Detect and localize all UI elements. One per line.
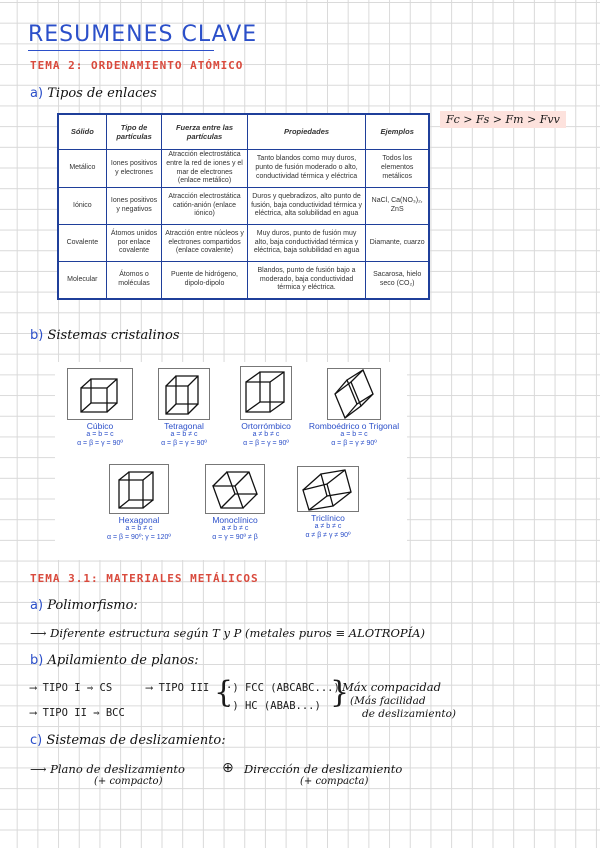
header-cell: Fuerza entre las partículas	[162, 114, 247, 150]
table-cell: Diamante, cuarzo	[366, 225, 429, 262]
t3c-text: Sistemas de deslizamiento:	[46, 733, 226, 748]
crystal-axes: a ≠ b ≠ c	[221, 525, 249, 532]
fcc-line: ·) FCC (ABCABC...)	[226, 682, 340, 694]
section-b-letter: b)	[30, 328, 44, 343]
hc-line: ·) HC (ABAB...)	[226, 700, 321, 712]
section-b-heading	[30, 328, 180, 343]
table-cell: Todos los elementos metálicos	[366, 150, 429, 188]
t3b-heading	[30, 653, 199, 668]
table-cell: Muy duros, punto de fusión muy alto, baja conductividad térmica y eléctrica, baja solubilidad en agua	[247, 225, 366, 262]
crystal-axes: a ≠ b ≠ c	[252, 431, 280, 438]
t3a-text: Polimorfismo:	[47, 598, 138, 613]
crystal-axes: a = b = c	[340, 431, 368, 438]
t3c-letter: c)	[30, 733, 43, 748]
brace-icon: {	[214, 675, 234, 710]
header-cell: Sólido	[58, 114, 106, 150]
table-cell: Puente de hidrógeno, dipolo-dipolo	[162, 262, 247, 300]
ease-note-2: de deslizamiento)	[362, 708, 457, 720]
t3b-text: Apilamiento de planos:	[47, 653, 199, 668]
section-b-text: Sistemas cristalinos	[47, 328, 180, 343]
ease-note-1: (Más facilidad	[350, 695, 426, 707]
table-row	[58, 225, 429, 262]
t3b-letter: b)	[30, 653, 44, 668]
crystal-axes: a ≠ b ≠ c	[314, 523, 342, 530]
orthorhombic-cell-icon	[240, 366, 292, 420]
crystal-name: Tetragonal	[164, 421, 204, 431]
crystal-angles: α = β = γ = 90º	[161, 439, 207, 447]
crystal-angles: α = β = γ ≠ 90º	[331, 439, 377, 447]
title-underline	[28, 50, 214, 51]
section-a-heading	[30, 86, 157, 101]
crystal-axes: a = b ≠ c	[170, 431, 198, 438]
section-a-letter: a)	[30, 86, 44, 101]
tipo3-line: ⟶ TIPO III	[146, 682, 210, 694]
crystal-orthorhombic	[221, 366, 311, 449]
table-cell: Atracción electrostática catión-anión (enlace iónico)	[162, 188, 247, 225]
table-cell: Metálico	[58, 150, 106, 188]
crystal-angles: α = β = γ = 90º	[243, 439, 289, 447]
polymorphism-line: ⟶ Diferente estructura según T y P (metales puros ≡ ALOTROPÍA)	[30, 626, 425, 640]
crystal-angles: α = γ = 90º ≠ β	[212, 533, 258, 541]
crystal-cubic	[55, 368, 145, 449]
crystal-name: Romboédrico o Trigonal	[308, 421, 400, 431]
crystal-angles: α = β = γ = 90º	[77, 439, 123, 447]
crystal-rhombohedral	[299, 368, 409, 449]
table-cell: Molecular	[58, 262, 106, 300]
slip-plane-line: ⟶ Plano de deslizamiento	[30, 762, 185, 776]
header-cell: Ejemplos	[366, 114, 429, 150]
t3a-heading	[30, 598, 138, 613]
slip-direction-sub: (+ compacta)	[300, 776, 369, 787]
crystal-name: Triclínico	[311, 513, 345, 523]
slip-plane-sub: (+ compacto)	[94, 776, 163, 787]
table-cell: Iónico	[58, 188, 106, 225]
bond-types-table	[57, 113, 430, 300]
table-cell: Atracción entre núcleos y electrones compartidos (enlace covalente)	[162, 225, 247, 262]
table-cell: Átomos unidos por enlace covalente	[106, 225, 162, 262]
slip-direction-line: Dirección de deslizamiento	[244, 762, 403, 776]
crystal-name: Monoclínico	[212, 515, 258, 525]
crystal-name: Cúbico	[86, 421, 114, 431]
tema2-heading: TEMA 2: ORDENAMIENTO ATÓMICO	[30, 59, 244, 72]
table-cell: Átomos o moléculas	[106, 262, 162, 300]
table-cell: Atracción electrostática entre la red de iones y el mar de electrones (enlace metálico)	[162, 150, 247, 188]
crystal-angles: α = β = 90º; γ = 120º	[107, 533, 171, 541]
crystal-name: Ortorrómbico	[241, 421, 291, 431]
t3c-heading	[30, 733, 226, 748]
hexagonal-cell-icon	[109, 464, 169, 514]
table-cell: Duros y quebradizos, alto punto de fusión, baja conductividad térmica y eléctrica, alta solubilidad en agua	[247, 188, 366, 225]
crystal-triclinic	[283, 466, 373, 541]
triclinic-cell-icon	[297, 466, 359, 512]
table-cell: Covalente	[58, 225, 106, 262]
table-cell: Sacarosa, hielo seco (CO₂)	[366, 262, 429, 300]
tipo1-line: ⟶ TIPO I ⇒ CS	[30, 682, 113, 694]
table-cell: Tanto blandos como muy duros, punto de fusión moderado o alto, conductividad térmica y eléctrica	[247, 150, 366, 188]
crystal-axes: a = b ≠ c	[125, 525, 153, 532]
crystal-monoclinic	[185, 464, 285, 543]
monoclinic-cell-icon	[205, 464, 265, 514]
crystal-angles: α ≠ β ≠ γ ≠ 90º	[305, 531, 351, 539]
max-compactness-note: Máx compacidad	[342, 680, 441, 694]
table-cell: NaCl, Ca(NO₃)₂, ZnS	[366, 188, 429, 225]
crystal-systems-figure	[55, 362, 407, 560]
force-order-formula: Fc > Fs > Fm > Fvv	[440, 111, 566, 128]
rhombohedral-cell-icon	[327, 368, 381, 420]
table-cell: Iones positivos y electrones	[106, 150, 162, 188]
page-title: RESUMENES CLAVE	[28, 22, 258, 47]
table-row	[58, 262, 429, 300]
tetragonal-cell-icon	[158, 368, 210, 420]
cubic-cell-icon	[67, 368, 133, 420]
tipo2-line: ⟶ TIPO II ⇒ BCC	[30, 707, 125, 719]
table-row	[58, 150, 429, 188]
crystal-axes: a = b = c	[86, 431, 114, 438]
plus-circle-icon: ⊕	[222, 760, 234, 776]
section-a-text: Tipos de enlaces	[47, 86, 157, 101]
crystal-hexagonal	[89, 464, 189, 543]
table-cell: Blandos, punto de fusión bajo a moderado, baja conductividad térmica y eléctrica.	[247, 262, 366, 300]
header-cell: Propiedades	[247, 114, 366, 150]
brace-close-icon: }	[330, 675, 350, 710]
header-cell: Tipo de partículas	[106, 114, 162, 150]
tema3-heading: TEMA 3.1: MATERIALES METÁLICOS	[30, 572, 259, 585]
table-row	[58, 188, 429, 225]
crystal-tetragonal	[139, 368, 229, 449]
crystal-name: Hexagonal	[118, 515, 160, 525]
table-header-row	[58, 114, 429, 150]
t3a-letter: a)	[30, 598, 44, 613]
table-cell: Iones positivos y negativos	[106, 188, 162, 225]
